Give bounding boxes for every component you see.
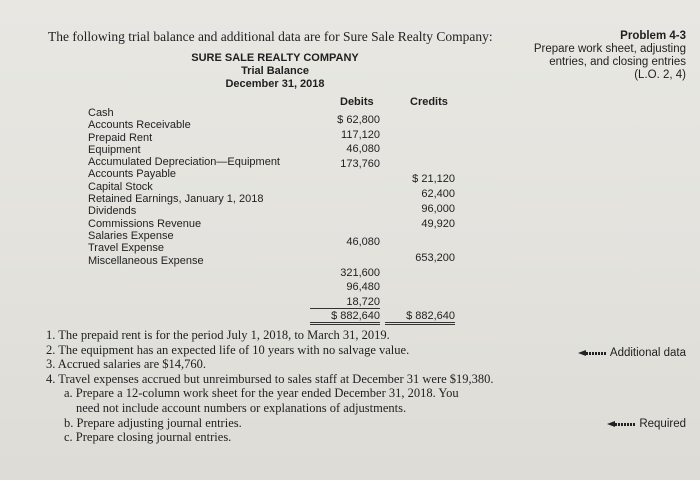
debit-amount: 46,080 [346,143,380,155]
additional-data-text: Additional data [609,347,686,359]
debit-amount: 46,080 [346,236,380,248]
required-a-cont: need not include account numbers or explanations of adjustments. [76,400,407,415]
learning-objectives: (L.O. 2, 4) [634,69,686,81]
credit-amount: 96,000 [421,203,455,215]
debit-amount: 117,120 [341,129,380,141]
statement-title: Trial Balance [241,65,309,77]
credit-total: $ 882,640 [385,310,455,325]
problem-number: Problem 4-3 [620,30,686,42]
account-name: Salaries Expense [88,229,174,242]
debit-amount: 96,480 [346,281,380,293]
note-1: 1. The prepaid rent is for the period July 1, 2018, to March 31, 2019. [46,328,390,342]
required-c: c. Prepare closing journal entries. [64,430,232,445]
debits-heading: Debits [340,96,374,108]
problem-desc-2: entries, and closing entries [549,56,686,68]
note-3: 3. Accrued salaries are $14,760. [46,357,207,372]
account-name: Equipment [88,143,141,156]
debit-amount: 18,720 [310,296,380,309]
left-arrow-icon [578,350,606,357]
note-4: 4. Travel expenses accrued but unreimbursed to sales staff at December 31 were $19,380. [46,371,494,386]
account-list [88,107,280,267]
credit-amount: 49,920 [421,218,455,230]
problem-box [516,30,686,82]
account-name: Accumulated Depreciation—Equipment [88,156,280,169]
account-name: Capital Stock [88,180,153,193]
account-name: Dividends [88,205,137,218]
account-name: Accounts Payable [88,168,177,181]
required-a: a. Prepare a 12-column work sheet for the year ended December 31, 2018. You [64,386,459,401]
account-name: Miscellaneous Expense [88,254,204,267]
additional-data-label [578,347,686,359]
required-b: b. Prepare adjusting journal entries. [64,415,242,430]
note-2: 2. The equipment has an expected life of 10 years with no salvage value. [46,342,410,357]
credit-amount: 653,200 [415,252,455,264]
credit-amount: $ 21,120 [412,173,455,185]
left-arrow-icon [607,421,635,428]
problem-notes [46,328,526,445]
debit-amount: $ 62,800 [337,114,380,126]
account-name: Commissions Revenue [88,217,202,230]
account-name: Travel Expense [88,242,165,255]
account-name: Cash [88,107,114,119]
credit-amount: 62,400 [421,188,455,200]
credits-heading: Credits [410,96,448,108]
debit-amount: 321,600 [340,267,380,279]
problem-desc-1: Prepare work sheet, adjusting [533,43,686,55]
account-name: Prepaid Rent [88,131,153,144]
required-label [607,418,686,430]
trial-balance-header [150,52,400,91]
intro-text: The following trial balance and additional data are for Sure Sale Realty Company: [48,29,493,44]
required-text: Required [639,418,686,430]
statement-date: December 31, 2018 [225,78,325,90]
debit-amount: 173,760 [340,158,380,170]
company-name: SURE SALE REALTY COMPANY [191,52,359,64]
debit-total: $ 882,640 [310,310,380,325]
account-name: Retained Earnings, January 1, 2018 [88,193,264,206]
account-name: Accounts Receivable [88,119,191,132]
